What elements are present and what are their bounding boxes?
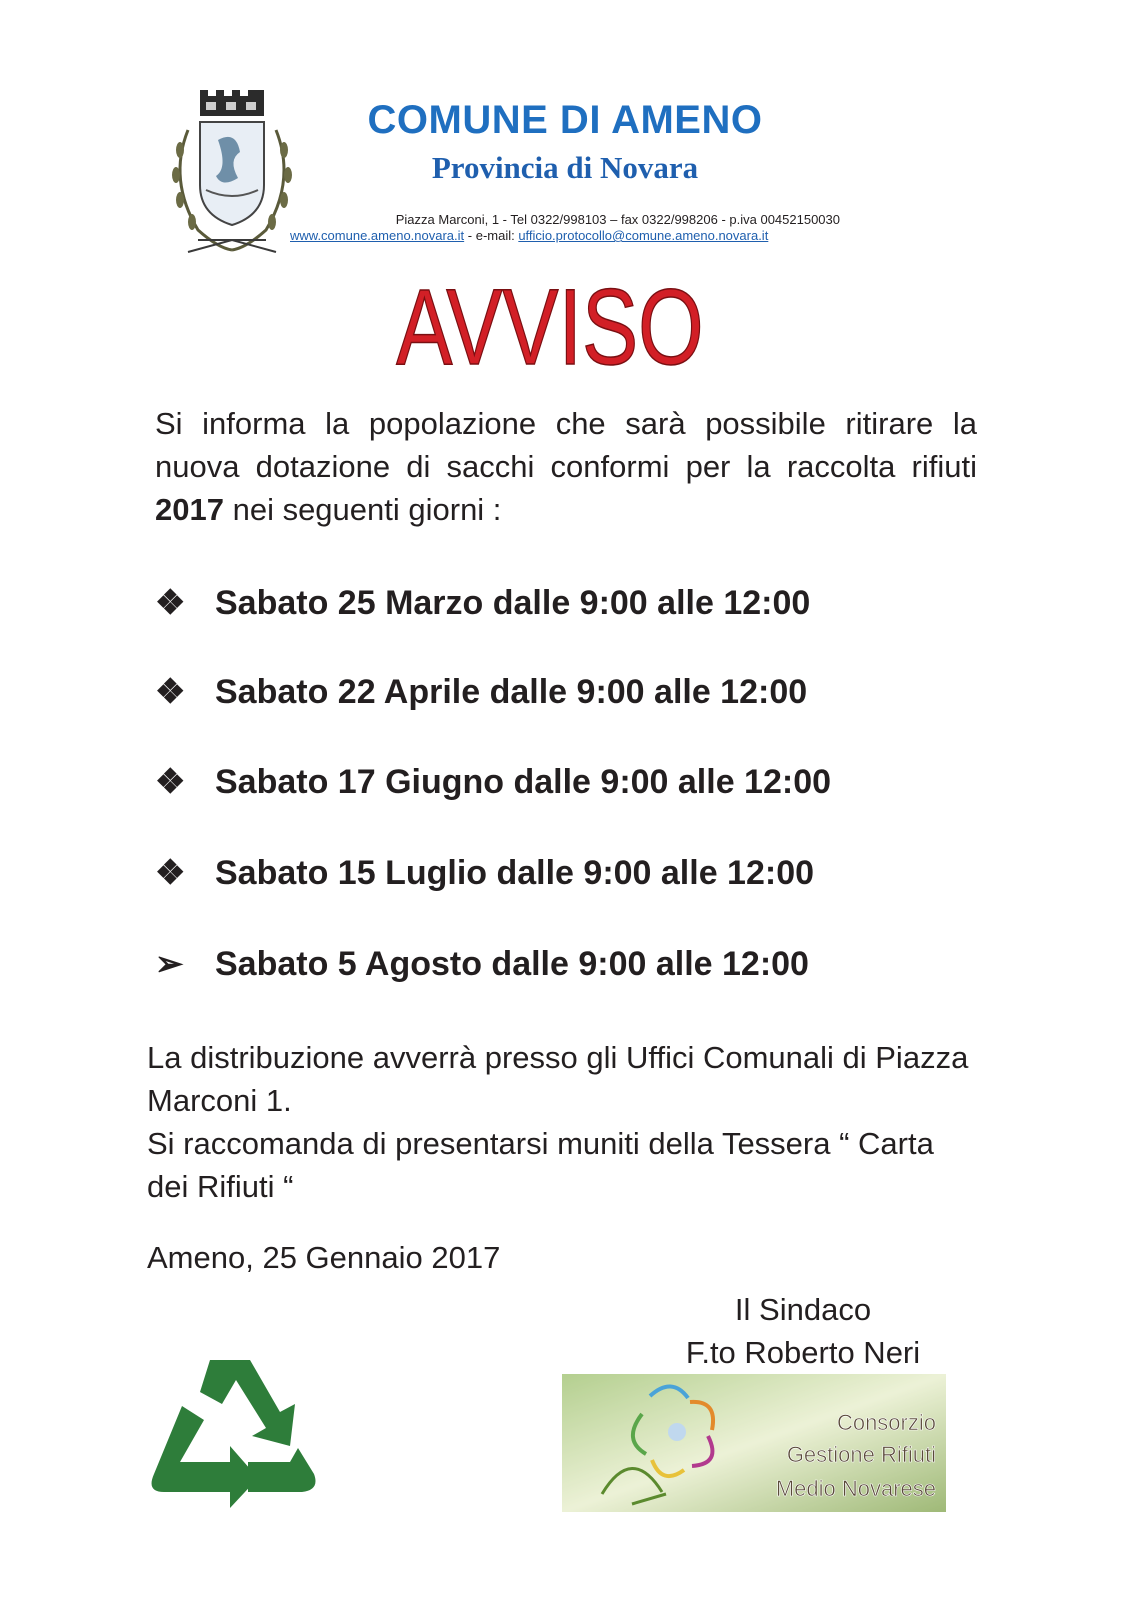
diamond-bullet-icon: ❖ — [155, 854, 186, 892]
province-subtitle: Provincia di Novara — [431, 150, 699, 185]
schedule-item — [155, 944, 975, 984]
signature-role: Il Sindaco — [734, 1292, 872, 1327]
schedule-item — [155, 672, 975, 712]
website-link[interactable]: www.comune.ameno.novara.it — [290, 228, 465, 243]
municipality-title: COMUNE DI AMENO — [367, 98, 763, 142]
schedule-item — [155, 853, 975, 893]
contacts-line — [290, 228, 850, 243]
consorzio-line-3: Medio Novarese — [775, 1476, 936, 1501]
schedule-item-text: Sabato 15 Luglio dalle 9:00 alle 12:00 — [215, 853, 815, 892]
document-date: Ameno, 25 Gennaio 2017 — [147, 1240, 501, 1275]
notice-heading-wrapper — [300, 268, 800, 383]
intro-text-2: nei seguenti giorni : — [223, 492, 502, 527]
signature-name: F.to Roberto Neri — [685, 1335, 921, 1370]
consorzio-line-1: Consorzio — [836, 1410, 936, 1435]
notice-heading: AVVISO — [396, 268, 704, 378]
arrow-bullet-icon: ➢ — [155, 945, 184, 983]
signature-block — [648, 1288, 958, 1374]
email-link[interactable]: ufficio.protocollo@comune.ameno.novara.it — [518, 228, 769, 243]
closing-paragraph — [147, 1036, 977, 1208]
email-prefix: - e-mail: — [464, 228, 519, 243]
diamond-bullet-icon: ❖ — [155, 584, 186, 622]
schedule-item — [155, 762, 975, 802]
municipal-crest — [158, 90, 306, 260]
diamond-bullet-icon: ❖ — [155, 763, 186, 801]
distribution-note: La distribuzione avverrà presso gli Uffici Comunali di Piazza Marconi 1. — [147, 1040, 969, 1118]
diamond-bullet-icon: ❖ — [155, 673, 186, 711]
consorzio-logo — [562, 1374, 946, 1512]
intro-text-1: Si informa la popolazione che sarà possibile ritirare la nuova dotazione di sacchi conformi per la raccolta rifiuti — [155, 406, 977, 484]
schedule-item-text: Sabato 22 Aprile dalle 9:00 alle 12:00 — [215, 672, 808, 711]
schedule-item-text: Sabato 17 Giugno dalle 9:00 alle 12:00 — [215, 762, 832, 801]
address-line: Piazza Marconi, 1 - Tel 0322/998103 – fax 0322/998206 - p.iva 00452150030 — [395, 212, 840, 227]
card-reminder: Si raccomanda di presentarsi muniti della Tessera “ Carta dei Rifiuti “ — [147, 1126, 934, 1204]
intro-paragraph — [155, 402, 977, 531]
schedule-item-text: Sabato 25 Marzo dalle 9:00 alle 12:00 — [215, 583, 811, 622]
schedule-item — [155, 583, 975, 623]
recycle-icon — [140, 1350, 320, 1520]
intro-year: 2017 — [155, 492, 224, 527]
schedule-item-text: Sabato 5 Agosto dalle 9:00 alle 12:00 — [215, 944, 809, 983]
consorzio-line-2: Gestione Rifiuti — [786, 1442, 936, 1467]
